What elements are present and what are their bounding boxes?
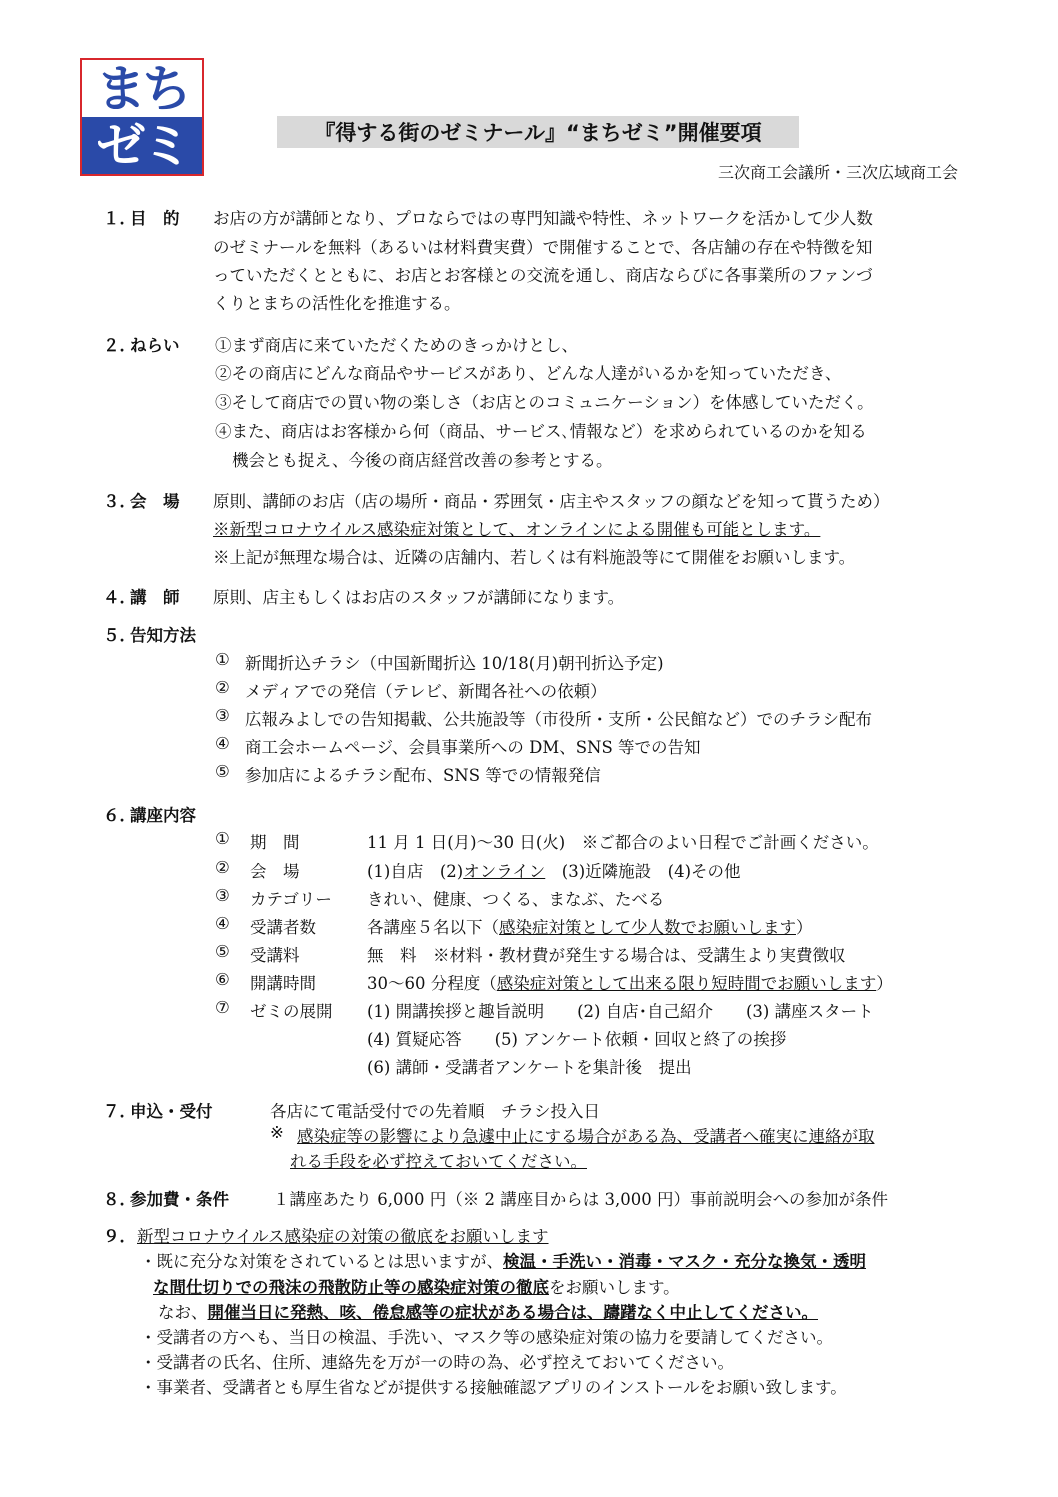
detail-value: (6) 講師・受講者アンケートを集計後 提出 [367,1058,692,1077]
list-item: 新聞折込チラシ（中国新聞折込 10/18(月)朝刊折込予定) [245,654,664,673]
section-label: 参加費・条件 [130,1190,229,1209]
detail-key: 開講時間 [250,974,316,993]
detail-mark: ② [215,858,230,877]
detail-key: 受講者数 [250,918,316,937]
note-mark: ※ [270,1123,284,1142]
detail-value: きれい、健康、つくる、まなぶ、たべる [367,890,665,909]
application-line: 各店にて電話受付での先着順 チラシ投入日 [270,1102,600,1121]
cancellation-note: 感染症等の影響により急遽中止にする場合がある為、受講者へ確実に連絡が取 [297,1127,875,1146]
venue-line: 原則、講師のお店（店の場所・商品・雰囲気・店主やスタッフの顔などを知って貰うため） [213,492,890,511]
section-number: ５． [103,626,136,645]
aim-line: 機会とも捉え、今後の商店経営改善の参考とする。 [232,451,613,470]
detail-value: 無 料 ※材料・教材費が発生する場合は、受講生より実費徴収 [367,946,846,965]
detail-mark: ③ [215,886,230,905]
fee-line: １講座あたり 6,000 円（※ 2 講座目からは 3,000 円）事前説明会への参加が条件 [273,1190,888,1209]
covid-bullet: ・受講者の方へも、当日の検温、手洗い、マスク等の感染症対策の協力を要請してください。 [140,1328,833,1347]
detail-mark: ⑥ [215,970,230,989]
detail-mark: ① [215,829,230,848]
section-number: ３． [103,492,136,511]
section-label: 告知方法 [130,626,196,645]
purpose-line: っていただくとともに、お店とお客様との交流を通し、商店ならびに各事業所のファンづ [213,266,873,285]
section-label: 講座内容 [130,806,196,825]
section-number: ９． [103,1227,136,1246]
section-number: １． [103,209,136,228]
list-item: 広報みよしでの告知掲載、公共施設等（市役所・支所・公民館など）でのチラシ配布 [245,710,872,729]
aim-line: ④また、商店はお客様から何（商品、サービス､情報など）を求められているのかを知る [215,422,867,441]
detail-mark: ⑦ [215,998,230,1017]
detail-value: 各講座５名以下（感染症対策として少人数でお願いします） [367,918,813,937]
detail-key: カテゴリー [250,890,332,909]
list-item-mark: ④ [215,734,230,753]
list-item-mark: ③ [215,706,230,725]
section-number: ２． [103,336,136,355]
aim-line: ①まず商店に来ていただくためのきっかけとし、 [215,336,578,355]
logo-line-1: まち [96,59,188,118]
purpose-line: お店の方が講師となり、プロならではの専門知識や特性、ネットワークを活かして少人数 [213,209,873,228]
list-item: メディアでの発信（テレビ、新聞各社への依頼） [245,682,607,701]
cancellation-note: れる手段を必ず控えておいてください。 [290,1152,587,1171]
detail-mark: ④ [215,914,230,933]
covid-bullet: ・既に充分な対策をされているとは思いますが、検温・手洗い・消毒・マスク・充分な換気・透明 [140,1252,866,1271]
detail-value: (1) 開講挨拶と趣旨説明 (2) 自店･自己紹介 (3) 講座スタート [367,1002,874,1021]
detail-mark: ⑤ [215,942,230,961]
detail-value: (4) 質疑応答 (5) アンケート依頼・回収と終了の挨拶 [367,1030,787,1049]
section-number: ８． [103,1190,136,1209]
venue-online-note: ※新型コロナウイルス感染症対策として、オンラインによる開催も可能とします。 [213,520,821,539]
machizemi-logo [80,58,204,176]
covid-bullet: ・受講者の氏名、住所、連絡先を万が一の時の為、必ず控えておいてください。 [140,1353,734,1372]
page-title: 『得する街のゼミナール』“まちゼミ”開催要項 [277,116,799,148]
section-number: ４． [103,588,136,607]
list-item: 参加店によるチラシ配布、SNS 等での情報発信 [245,766,601,785]
purpose-line: のゼミナールを無料（あるいは材料費実費）で開催することで、各店舗の存在や特徴を知 [213,238,873,257]
list-item-mark: ② [215,678,230,697]
covid-bullet: なお、開催当日に発熱、咳、倦怠感等の症状がある場合は、躊躇なく中止してください。 [158,1303,818,1322]
covid-bullet: ・事業者、受講者とも厚生省などが提供する接触確認アプリのインストールをお願い致します。 [140,1378,847,1397]
detail-value: 30～60 分程度（感染症対策として出来る限り短時間でお願いします） [367,974,893,993]
venue-alt-note: ※上記が無理な場合は、近隣の店舗内、若しくは有料施設等にて開催をお願いします。 [213,548,856,567]
organizer: 三次商工会議所・三次広域商工会 [717,163,958,182]
covid-heading: 新型コロナウイルス感染症の対策の徹底をお願いします [137,1227,549,1246]
list-item-mark: ⑤ [215,762,230,781]
aim-line: ③そして商店での買い物の楽しさ（お店とのコミュニケーション）を体感していただく。 [215,393,874,412]
detail-key: 期 間 [250,833,300,852]
detail-key: 会 場 [250,862,300,881]
purpose-line: くりとまちの活性化を推進する。 [213,294,461,313]
section-number: ７． [103,1102,136,1121]
section-label: 申込・受付 [130,1102,213,1121]
detail-value: (1)自店 (2)オンライン (3)近隣施設 (4)その他 [367,862,741,881]
detail-key: 受講料 [250,946,300,965]
section-label: ねらい [130,336,180,355]
list-item-mark: ① [215,650,230,669]
logo-line-2: ゼミ [82,117,202,174]
detail-value: 11 月 1 日(月)～30 日(火) ※ご都合のよい日程でご計画ください。 [367,833,879,852]
section-number: ６． [103,806,136,825]
section-label: 会 場 [130,492,180,511]
section-label: 講 師 [130,588,180,607]
list-item: 商工会ホームページ、会員事業所への DM、SNS 等での告知 [245,738,701,757]
covid-bullet: な間仕切りでの飛沫の飛散防止等の感染症対策の徹底をお願いします。 [153,1278,680,1297]
aim-line: ②その商店にどんな商品やサービスがあり、どんな人達がいるかを知っていただき、 [215,364,842,383]
section-label: 目 的 [130,209,180,228]
detail-key: ゼミの展開 [250,1002,333,1021]
instructor-line: 原則、店主もしくはお店のスタッフが講師になります。 [213,588,625,607]
